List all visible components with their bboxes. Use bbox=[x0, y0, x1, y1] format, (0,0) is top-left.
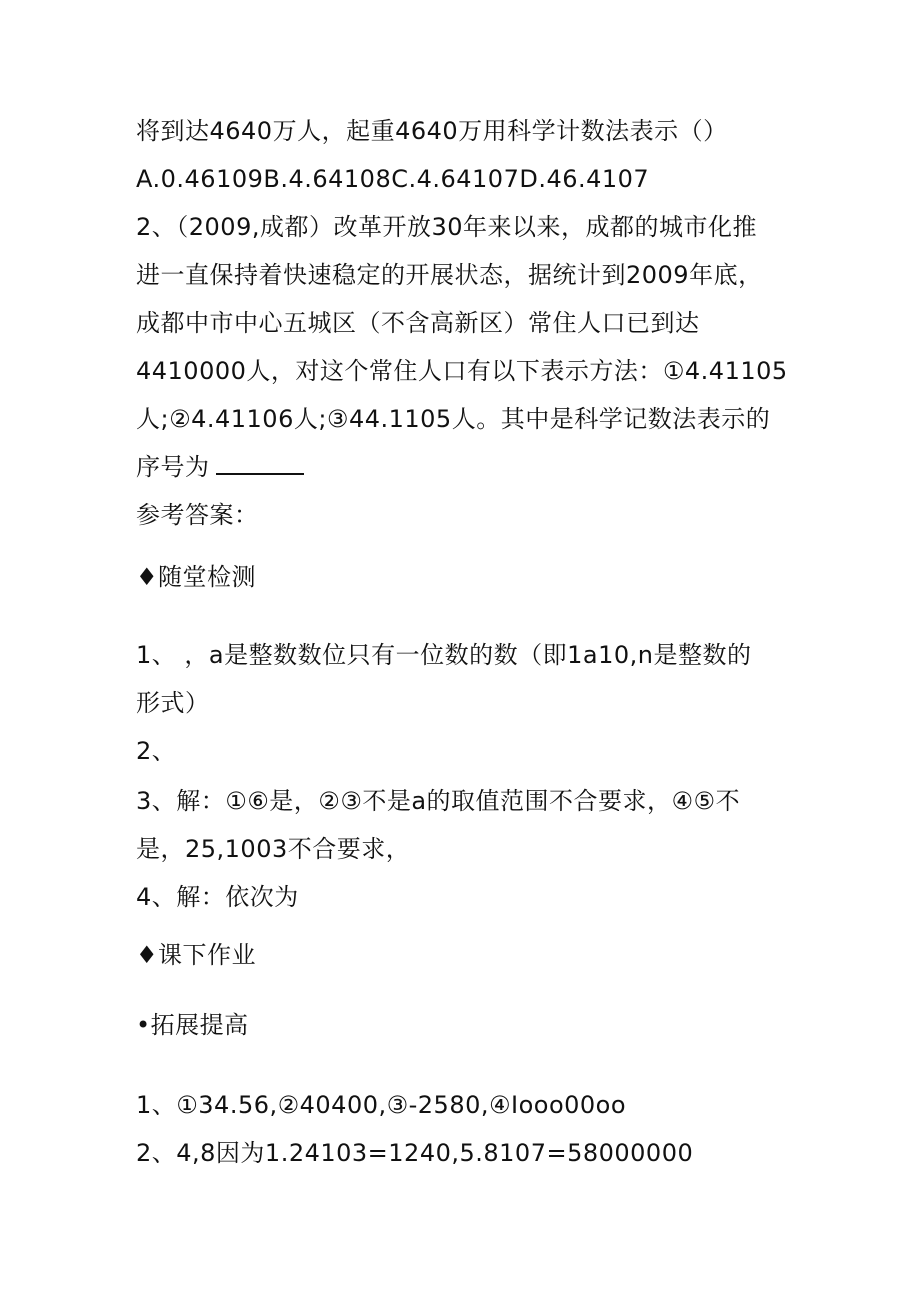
text-line-20: 2、4,8因为1.24103=1240,5.8107=58000000 bbox=[136, 1139, 694, 1167]
text-line-1: 将到达4640万人，起重4640万用科学计数法表示（） bbox=[136, 117, 728, 145]
text-line-14: 3、解：①⑥是，②③不是a的取值范围不合要求，④⑤不 bbox=[136, 787, 741, 815]
text-line-8-label: 序号为 bbox=[136, 453, 210, 481]
answer-blank bbox=[216, 453, 304, 475]
text-line-19: 1、①34.56,②40400,③-2580,④Iooo00oo bbox=[136, 1091, 627, 1119]
text-line-13: 2、 bbox=[136, 737, 177, 765]
section-heading-2: ♦课下作业 bbox=[136, 941, 257, 969]
text-line-12: 形式） bbox=[136, 689, 210, 717]
text-line-9: 参考答案： bbox=[136, 501, 259, 529]
section-heading-1: ♦随堂检测 bbox=[136, 563, 257, 591]
text-line-3: 2、（2009,成都）改革开放30年来以来，成都的城市化推 bbox=[136, 213, 758, 241]
text-line-15: 是，25,1003不合要求， bbox=[136, 835, 411, 863]
text-line-6: 4410000人，对这个常住人口有以下表示方法：①4.41105 bbox=[136, 357, 788, 385]
text-line-7: 人;②4.41106人;③44.1105人。其中是科学记数法表示的 bbox=[136, 405, 771, 433]
text-line-5: 成都中市中心五城区（不含高新区）常住人口已到达 bbox=[136, 309, 700, 337]
text-line-2: A.0.46109B.4.64108C.4.64107D.46.4107 bbox=[136, 165, 650, 193]
text-line-11: 1、 ，a是整数数位只有一位数的数（即1a10,n是整数的 bbox=[136, 641, 752, 669]
text-line-4: 进一直保持着快速稳定的开展状态，据统计到2009年底， bbox=[136, 261, 763, 289]
section-heading-3: •拓展提高 bbox=[136, 1011, 249, 1039]
text-line-16: 4、解：依次为 bbox=[136, 883, 299, 911]
text-line-8 bbox=[136, 452, 304, 482]
